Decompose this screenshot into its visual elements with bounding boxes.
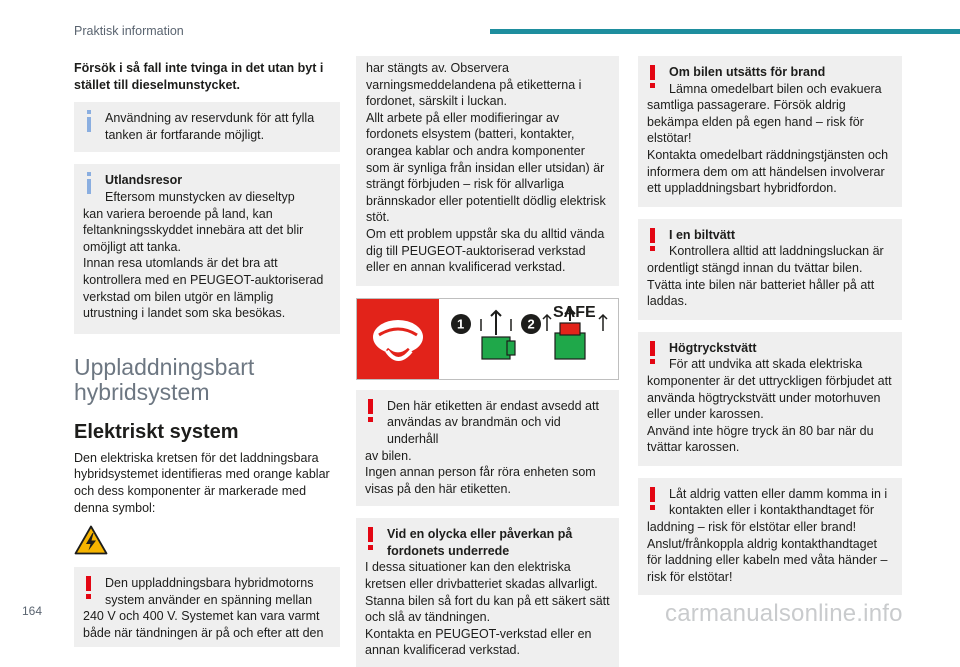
safe-text: SAFE — [553, 303, 596, 321]
warn-water-lead: Låt aldrig vatten eller damm komma in i kontakten eller i kontakthandtaget för — [669, 486, 888, 518]
warn-fire-title: Om bilen utsätts för brand — [669, 65, 826, 79]
section-title: Uppladdningsbart hybridsystem — [74, 353, 255, 405]
warning-box-label — [356, 390, 619, 507]
warn-label-lead: Den här etiketten är endast avsedd att användas av brandmän och vid underhåll — [387, 398, 599, 446]
info-icon — [85, 110, 93, 132]
watermark: carmanualsonline.info — [665, 600, 903, 627]
warn-hp-lead: För att undvika att skada elektriska — [669, 357, 863, 372]
step-1-label: 1 — [457, 316, 465, 332]
warning-icon — [650, 341, 656, 364]
info-abroad-body: kan variera beroende på land, kan feltankningsskyddet innebära att det blir omöjligt att tanka. Innan resa utomlands är det bra att kontrollera med en PEUGEOT-auktoriserad verkstad om bilen utgör en lämplig utrustning i landet som ska besökas. — [83, 206, 324, 321]
heading-electrical-system: Elektriskt system — [74, 420, 239, 443]
info-box-abroad — [74, 164, 340, 333]
intro-text: Försök i så fall inte tvinga in det utan byt i stället till dieselmunstycket. — [74, 61, 324, 92]
warn-hp-title: Högtryckstvätt — [669, 340, 757, 355]
warning-box-carwash — [638, 219, 902, 320]
warn-crash-title: Vid en olycka eller påverkan på fordonets underrede — [387, 527, 573, 558]
column-2 — [356, 56, 619, 667]
info-box-reserve — [74, 102, 340, 152]
running-header: Praktisk information — [74, 24, 184, 38]
warn-wash-body: ordentligt stängd innan du tvättar bilen. Tvätta inte bilen när batteriet håller på att laddas. — [647, 260, 875, 309]
info-icon — [85, 172, 93, 194]
info-abroad-title: Utlandsresor — [105, 173, 183, 188]
warning-box-crash — [356, 518, 619, 667]
safe-label-figure — [356, 298, 619, 380]
warn-fire-lead: Lämna omedelbart bilen och evakuera — [669, 81, 882, 96]
warning-box-water — [638, 478, 902, 596]
warn-voltage-continued: har stängts av. Observera varningsmeddelandena på etiketterna i fordonet, särskilt i luckan. Allt arbete på eller modifieringar av fordonets elsystem (batteri, kontakter, orangea kablar och andra komponenter som är synliga från insidan eller utsidan) är strängt förbjuden – risk för allvarliga brännskador eller potentiellt dödlig elektrisk stöt. Om ett problem uppstår ska du alltid vända dig till PEUGEOT-auktoriserad verkstad eller en annan kvalificerad verkstad. — [366, 61, 606, 275]
warn-label-body: av bilen. Ingen annan person får röra enheten som visas på den här etiketten. — [365, 448, 596, 496]
warning-icon — [368, 527, 374, 550]
warn-hp-body: komponenter är det uttryckligen förbjudet att använda högtryckstvätt under motorhuven eller under karossen. Använd inte högre tryck än 80 bar när du tvättar karossen. — [647, 373, 892, 455]
safe-label-illustration — [357, 299, 618, 379]
warning-box-high-pressure — [638, 332, 902, 466]
warning-icon — [650, 65, 656, 88]
warn-voltage-body: 240 V och 400 V. Systemet kan vara varmt både när tändningen är på och efter att den — [83, 609, 324, 640]
warn-water-body: laddning – risk för elstötar eller brand! Anslut/frånkoppla aldrig kontakthandtaget för laddning eller kabeln med våta händer – risk för elstötar! — [647, 520, 888, 584]
column-3 — [638, 56, 902, 595]
warn-wash-lead: Kontrollera alltid att laddningsluckan är — [669, 244, 884, 259]
warning-icon — [650, 487, 656, 510]
warn-fire-body: samtliga passagerare. Försök aldrig bekämpa elden på egen hand – risk för elstötar! Kontakta omedelbart räddningstjänsten och informera dem om att händelsen involverar ett uppladdningsbart hybridfordon. — [647, 98, 889, 196]
step-2-label: 2 — [527, 316, 535, 332]
warn-wash-title: I en biltvätt — [669, 227, 735, 242]
warn-voltage-lead: Den uppladdningsbara hybridmotorns system använder en spänning mellan — [105, 576, 314, 607]
warning-icon — [86, 576, 92, 599]
warning-icon — [650, 228, 656, 251]
warning-box-fire — [638, 56, 902, 207]
page-number: 164 — [22, 604, 43, 618]
info-reserve-text: Användning av reservdunk för att fylla tanken är fortfarande möjligt. — [105, 111, 315, 142]
high-voltage-symbol — [74, 525, 108, 555]
info-abroad-lead: Eftersom munstycken av dieseltyp — [105, 189, 295, 204]
electrical-body: Den elektriska kretsen för det laddningsbara hybridsystemet identifieras med orange kablar och dess komponenter är markerade med denna symbol: — [74, 450, 330, 515]
header-accent-bar — [490, 29, 960, 34]
column-1 — [74, 56, 340, 647]
warning-icon — [368, 399, 374, 422]
warn-crash-body: I dessa situationer kan den elektriska kretsen eller drivbatteriet skadas allvarligt. Stanna bilen så fort du kan på ett säkert sätt och slå av tändningen. Kontakta en PEUGEOT-verkstad eller en annan kvalificerad verkstad. — [365, 560, 610, 658]
warning-box-voltage-continued — [356, 56, 619, 286]
warning-box-voltage — [74, 567, 340, 647]
